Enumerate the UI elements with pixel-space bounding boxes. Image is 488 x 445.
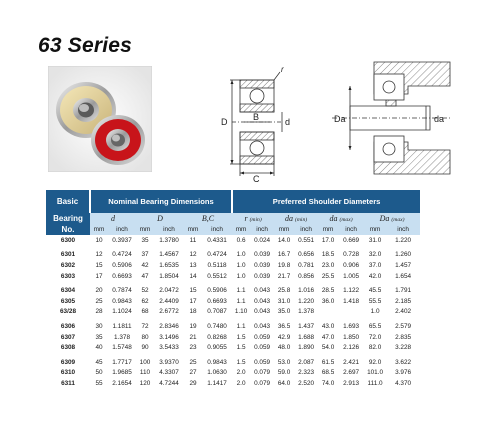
table-cell: 64.0 [274,378,294,389]
table-cell: 19 [184,321,202,332]
unit-cell: mm [136,224,154,235]
table-cell: 0.043 [250,321,274,332]
bearing-photo [48,66,152,172]
spec-table-body [46,235,420,389]
table-cell: 1.5 [232,342,250,353]
table-cell: 0.5118 [202,260,232,271]
table-cell: 31.0 [274,296,294,307]
table-cell: 110 [136,368,154,379]
dim-label-d: d [285,117,291,127]
table-row [46,368,420,379]
table-cell: 27 [184,368,202,379]
table-cell: 14.0 [274,235,294,246]
table-cell: 0.728 [338,250,364,261]
bearing-spec-table [46,190,420,389]
table-cell: 0.043 [250,307,274,318]
sym-Da-max-label: Da [379,214,390,223]
table-cell: 0.7480 [202,321,232,332]
table-cell: 16.7 [274,250,294,261]
unit-cell: inch [202,224,232,235]
unit-cell: inch [338,224,364,235]
table-cell: 0.5906 [108,260,136,271]
table-cell: 2.126 [338,342,364,353]
table-cell: 1.260 [386,250,420,261]
table-row [46,285,420,296]
table-cell: 35 [136,235,154,246]
unit-cell: inch [250,224,274,235]
table-cell: 2.0 [232,378,250,389]
table-cell: 47 [136,271,154,282]
table-cell: 0.059 [250,342,274,353]
table-cell: 0.9843 [202,357,232,368]
table-cell: 62 [136,296,154,307]
table-cell: 0.9843 [108,296,136,307]
table-cell: 30 [90,321,108,332]
table-cell: 2.1654 [108,378,136,389]
basic-bearing-header [46,190,90,213]
table-cell: 25 [90,296,108,307]
table-cell: 4.3307 [154,368,184,379]
table-cell: 72.0 [364,332,386,343]
table-cell: 1.3780 [154,235,184,246]
table-cell: 90 [136,342,154,353]
table-cell: 1.0 [232,250,250,261]
table-cell: 2.402 [386,307,420,318]
table-cell: 42.0 [364,271,386,282]
table-cell: 80 [136,332,154,343]
table-cell: 23.0 [318,260,338,271]
table-cell: 23 [184,342,202,353]
table-cell: 43.0 [318,321,338,332]
bearing-cross-section-diagram [212,64,312,182]
table-cell: 120 [136,378,154,389]
table-cell: 0.039 [250,250,274,261]
unit-cell: mm [364,224,386,235]
table-cell: 25 [184,357,202,368]
table-cell: 0.4331 [202,235,232,246]
table-cell: 1.0 [232,260,250,271]
table-cell: 50 [90,368,108,379]
table-cell: 28.5 [318,285,338,296]
table-cell: 31.0 [364,235,386,246]
table-cell: 0.6693 [108,271,136,282]
shoulder-diameters-header: Preferred Shoulder Diameters [232,190,420,213]
table-cell: 1.5 [232,357,250,368]
table-cell: 0.079 [250,378,274,389]
table-cell: 100 [136,357,154,368]
table-cell: 42.9 [274,332,294,343]
table-cell: 0.7874 [108,285,136,296]
table-row [46,307,420,318]
table-cell: 1.5 [232,332,250,343]
table-cell: 3.5433 [154,342,184,353]
table-cell: 1.122 [338,285,364,296]
table-cell: 61.5 [318,357,338,368]
table-row [46,321,420,332]
red-bearing [91,115,145,165]
unit-cell: inch [154,224,184,235]
table-cell: 1.5748 [108,342,136,353]
table-cell: 0.5512 [202,271,232,282]
table-cell: 11 [184,235,202,246]
table-cell: 10 [90,235,108,246]
table-cell: 101.0 [364,368,386,379]
basic-header-line3: No. [46,224,90,235]
table-cell: 20 [90,285,108,296]
table-cell: 1.693 [338,321,364,332]
table-cell: 18.5 [318,250,338,261]
table-cell: 18 [184,307,202,318]
table-cell: 55 [90,378,108,389]
sym-da-min-label: da [285,214,293,223]
table-cell: 3.228 [386,342,420,353]
sym-BC: B,C [184,213,232,224]
unit-cell: mm [274,224,294,235]
table-cell: 1.10 [232,307,250,318]
table-cell: 1.1 [232,285,250,296]
table-row [46,332,420,343]
table-cell: 37 [136,250,154,261]
table-cell: 1.378 [294,307,318,318]
table-cell: 2.579 [386,321,420,332]
table-cell: 1.0 [232,271,250,282]
table-cell: 0.6 [232,235,250,246]
table-cell: 21.7 [274,271,294,282]
table-cell: 65.5 [364,321,386,332]
dim-label-B: B [253,112,260,122]
table-cell: 17 [90,271,108,282]
table-cell: 36.0 [318,296,338,307]
table-row [46,296,420,307]
table-cell: 2.0 [232,368,250,379]
unit-cell: inch [108,224,136,235]
table-cell: 2.323 [294,368,318,379]
table-cell: 1.457 [386,260,420,271]
table-cell: 0.9055 [202,342,232,353]
sym-r [232,213,274,224]
table-cell: 3.9370 [154,357,184,368]
sym-r-label: r [244,214,248,223]
bearing-number-cell: 6305 [46,296,90,307]
basic-header-line1: Basic [56,196,79,206]
table-cell: 1.220 [386,235,420,246]
bearing-number-cell: 6302 [46,260,90,271]
basic-header-line2: Bearing [46,213,90,224]
table-cell: 0.7087 [202,307,232,318]
table-cell: 1.016 [294,285,318,296]
table-cell: 1.7717 [108,357,136,368]
table-cell: 0.656 [294,250,318,261]
sym-D: D [136,213,184,224]
table-cell: 42 [136,260,154,271]
table-cell: 19.8 [274,260,294,271]
table-row [46,271,420,282]
table-cell: 59.0 [274,368,294,379]
table-cell: 2.6772 [154,307,184,318]
dim-label-Da: Da [334,114,346,124]
table-cell: 14 [184,271,202,282]
table-cell: 36.5 [274,321,294,332]
table-cell [318,307,338,318]
table-cell: 68 [136,307,154,318]
bearing-number-cell: 6301 [46,250,90,261]
table-cell: 21 [184,332,202,343]
dim-label-r: r [281,65,284,74]
dim-label-D: D [221,117,228,127]
sym-da-max-sub: (max) [339,217,353,223]
table-cell [338,307,364,318]
table-cell: 74.0 [318,378,338,389]
sym-da-max [318,213,364,224]
table-cell: 2.913 [338,378,364,389]
table-cell: 3.976 [386,368,420,379]
table-cell: 1.6535 [154,260,184,271]
table-cell: 0.024 [250,235,274,246]
table-cell: 4.7244 [154,378,184,389]
table-cell: 0.043 [250,285,274,296]
table-cell: 1.654 [386,271,420,282]
table-cell: 35 [90,332,108,343]
table-cell: 111.0 [364,378,386,389]
table-cell: 0.906 [338,260,364,271]
table-cell: 0.781 [294,260,318,271]
bearing-number-cell: 6304 [46,285,90,296]
table-cell: 37.0 [364,260,386,271]
table-cell: 3.1496 [154,332,184,343]
table-cell: 0.039 [250,271,274,282]
table-cell: 1.890 [294,342,318,353]
table-cell: 25.8 [274,285,294,296]
table-cell: 35.0 [274,307,294,318]
table-cell: 1.005 [338,271,364,282]
sym-da-min [274,213,318,224]
table-cell: 40 [90,342,108,353]
table-cell: 0.8268 [202,332,232,343]
table-cell: 92.0 [364,357,386,368]
table-cell: 47.0 [318,332,338,343]
symbol-header-row [46,213,420,224]
table-cell: 0.043 [250,296,274,307]
table-cell: 2.697 [338,368,364,379]
table-cell: 0.4724 [108,250,136,261]
table-cell: 45.5 [364,285,386,296]
table-cell: 15 [184,285,202,296]
unit-cell: mm [184,224,202,235]
table-cell: 25.5 [318,271,338,282]
group-header-row [46,190,420,213]
table-cell: 0.3937 [108,235,136,246]
table-cell: 1.437 [294,321,318,332]
table-row [46,378,420,389]
table-row [46,342,420,353]
unit-cell: inch [386,224,420,235]
table-cell: 1.850 [338,332,364,343]
unit-cell: inch [294,224,318,235]
table-cell: 2.185 [386,296,420,307]
table-cell: 1.8504 [154,271,184,282]
table-row [46,260,420,271]
table-cell: 2.4409 [154,296,184,307]
unit-cell: mm [90,224,108,235]
table-row [46,250,420,261]
table-cell: 1.0630 [202,368,232,379]
bearing-number-cell: 6309 [46,357,90,368]
table-cell: 45 [90,357,108,368]
table-cell: 1.1024 [108,307,136,318]
bearing-number-cell: 6307 [46,332,90,343]
table-cell: 1.1 [232,321,250,332]
table-cell: 3.622 [386,357,420,368]
table-cell: 12 [184,250,202,261]
bearing-number-cell: 63/28 [46,307,90,318]
table-cell: 17.0 [318,235,338,246]
sym-da-min-sub: (min) [295,217,308,223]
table-cell: 29 [184,378,202,389]
table-cell: 4.370 [386,378,420,389]
sym-da-max-label: da [329,214,338,223]
table-cell: 17 [184,296,202,307]
nominal-dimensions-header: Nominal Bearing Dimensions [90,190,232,213]
table-cell: 0.059 [250,357,274,368]
table-cell: 1.1811 [108,321,136,332]
table-cell: 2.8346 [154,321,184,332]
table-cell: 0.079 [250,368,274,379]
table-cell: 1.220 [294,296,318,307]
table-cell: 0.669 [338,235,364,246]
table-cell: 1.0 [364,307,386,318]
table-cell: 52 [136,285,154,296]
dim-label-C: C [253,174,260,182]
table-cell: 53.0 [274,357,294,368]
table-cell: 0.856 [294,271,318,282]
table-cell: 1.378 [108,332,136,343]
table-cell: 1.9685 [108,368,136,379]
table-cell: 12 [90,250,108,261]
table-cell: 2.421 [338,357,364,368]
table-cell: 1.688 [294,332,318,343]
sym-Da-max [364,213,420,224]
unit-header-row [46,224,420,235]
bearing-number-cell: 6308 [46,342,90,353]
table-cell: 15 [90,260,108,271]
table-cell: 2.835 [386,332,420,343]
table-row [46,235,420,246]
table-cell: 0.6693 [202,296,232,307]
sym-r-sub: (min) [249,217,262,223]
table-cell: 82.0 [364,342,386,353]
table-cell: 2.520 [294,378,318,389]
bearing-number-cell: 6300 [46,235,90,246]
table-cell: 13 [184,260,202,271]
table-row [46,357,420,368]
table-cell: 1.418 [338,296,364,307]
table-cell: 0.4724 [202,250,232,261]
table-cell: 54.0 [318,342,338,353]
bearing-number-cell: 6311 [46,378,90,389]
sym-Da-max-sub: (max) [391,217,405,223]
table-cell: 1.4567 [154,250,184,261]
table-cell: 48.0 [274,342,294,353]
table-cell: 2.0472 [154,285,184,296]
page-title: 63 Series [38,34,133,57]
table-cell: 32.0 [364,250,386,261]
table-cell: 55.5 [364,296,386,307]
table-cell: 0.039 [250,260,274,271]
table-cell: 2.087 [294,357,318,368]
table-cell: 28 [90,307,108,318]
table-cell: 0.059 [250,332,274,343]
table-cell: 0.551 [294,235,318,246]
table-cell: 1.791 [386,285,420,296]
table-cell: 72 [136,321,154,332]
sym-d: d [90,213,136,224]
unit-cell: mm [318,224,338,235]
bearing-number-cell: 6303 [46,271,90,282]
unit-cell: mm [232,224,250,235]
bearing-number-cell: 6310 [46,368,90,379]
table-cell: 1.1 [232,296,250,307]
bearing-number-cell: 6306 [46,321,90,332]
table-cell: 68.5 [318,368,338,379]
table-cell: 0.5906 [202,285,232,296]
shoulder-diameter-diagram [330,60,452,178]
dim-label-da: da [434,114,445,124]
table-cell: 1.1417 [202,378,232,389]
